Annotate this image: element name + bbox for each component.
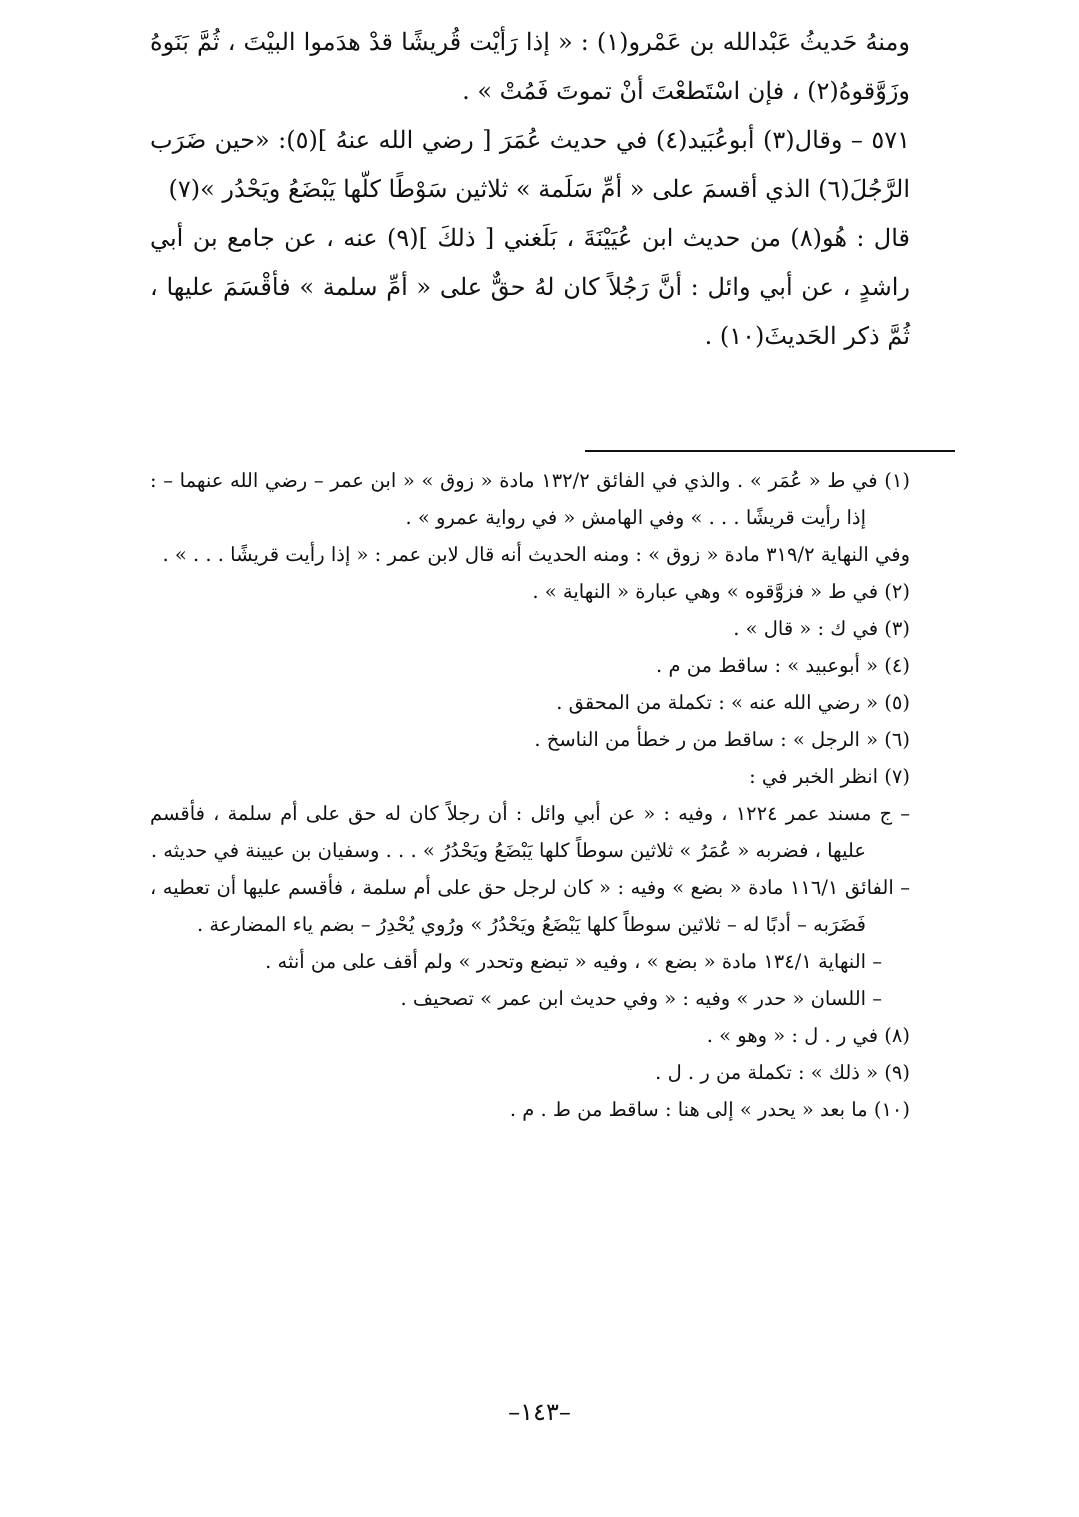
footnote-4: (٤) « أبوعبيد » : ساقط من م . [656, 654, 910, 677]
footnote-3: (٣) في ك : « قال » . [733, 617, 910, 640]
page-number: –١٤٣– [508, 1398, 571, 1426]
footnote-9: (٩) « ذلك » : تكملة من ر . ل . [655, 1061, 910, 1084]
footnote-5: (٥) « رضي الله عنه » : تكملة من المحقق . [556, 691, 910, 714]
footnote-7-item-4: – اللسان « حدر » وفيه : « وفي حديث ابن عمر » تصحيف . [400, 987, 882, 1010]
footnote-7-item-2: – الفائق ١١٦/١ مادة « بضع » وفيه : « كان لرجل حق على أم سلمة ، فأقسم عليها أن تعطيه ، فَضَرَبه – أدبًا له – ثلاثين سوطاً كلها يَبْضَعُ ويَحْدُرُ » ورُوي يُحْدِرُ – بضم ياء المضارعة . [150, 876, 910, 936]
footnote-10: (١٠) ما بعد « يحدر » إلى هنا : ساقط من ط . م . [509, 1098, 910, 1121]
footnote-7-item-3: – النهاية ١٣٤/١ مادة « بضع » ، وفيه « تبضع وتحدر » ولم أقف على من أنثه . [265, 950, 882, 973]
footnote-8: (٨) في ر . ل : « وهو » . [706, 1024, 910, 1047]
main-paragraph-1: ومنهُ حَديثُ عَبْدالله بن عَمْرو(١) : « إذا رَأيْت قُريشًا قدْ هدَموا البيْتَ ، ثُمَّ بَنَوهُ وزَوَّقوهُ(٢) ، فإن اسْتَطعْتَ أنْ تموتَ فَمُتْ » . [150, 28, 910, 105]
footnotes [150, 462, 910, 1128]
main-paragraph-2: ٥٧١ – وقال(٣) أبوعُبَيد(٤) في حديث عُمَرَ [ رضي الله عنهُ ](٥): «حين ضَرَب الرَّجُلَ(٦) الذي أقسمَ على « أمِّ سَلَمة » ثلاثين سَوْطًا كلّها يَبْضَعُ ويَحْدُر »(٧) [150, 126, 910, 203]
main-paragraph-3: قال : هُو(٨) من حديث ابن عُيَيْنَةَ ، بَلَغني [ ذلكَ ](٩) عنه ، عن جامع بن أبي راشدٍ ، عن أبي وائل : أنَّ رَجُلاً كان لهُ حقٌّ على « أمِّ سلمة » فأقْسَمَ عليها ، ثُمَّ ذكر الحَديثَ(١٠) . [150, 224, 911, 350]
footnote-7-item-1: – ج مسند عمر ١٢٢٤ ، وفيه : « عن أبي وائل : أن رجلاً كان له حق على أم سلمة ، فأقسم عليها ، فضربه « عُمَرُ » ثلاثين سوطاً كلها يَبْضَعُ ويَحْدُرُ » . . . وسفيان بن عيينة في حديثه . [150, 802, 910, 862]
footnote-1-continued: وفي النهاية ٣١٩/٢ مادة « زوق » : ومنه الحديث أنه قال لابن عمر : « إذا رأيت قريشًا . . . » . [162, 543, 910, 566]
main-text [150, 18, 910, 361]
footnote-1: (١) في ط « عُمَر » . والذي في الفائق ١٣٢/٢ مادة « زوق » « ابن عمر – رضي الله عنهما – : إذا رأيت قريشًا . . . » وفي الهامش « في رواية عمرو » . [150, 469, 910, 529]
footnote-2: (٢) في ط « فزوَّقوه » وهي عبارة « النهاية » . [532, 580, 910, 603]
footnote-separator [585, 450, 955, 452]
footnote-7: (٧) انظر الخبر في : [749, 765, 910, 788]
footnote-6: (٦) « الرجل » : ساقط من ر خطأ من الناسخ . [534, 728, 910, 751]
